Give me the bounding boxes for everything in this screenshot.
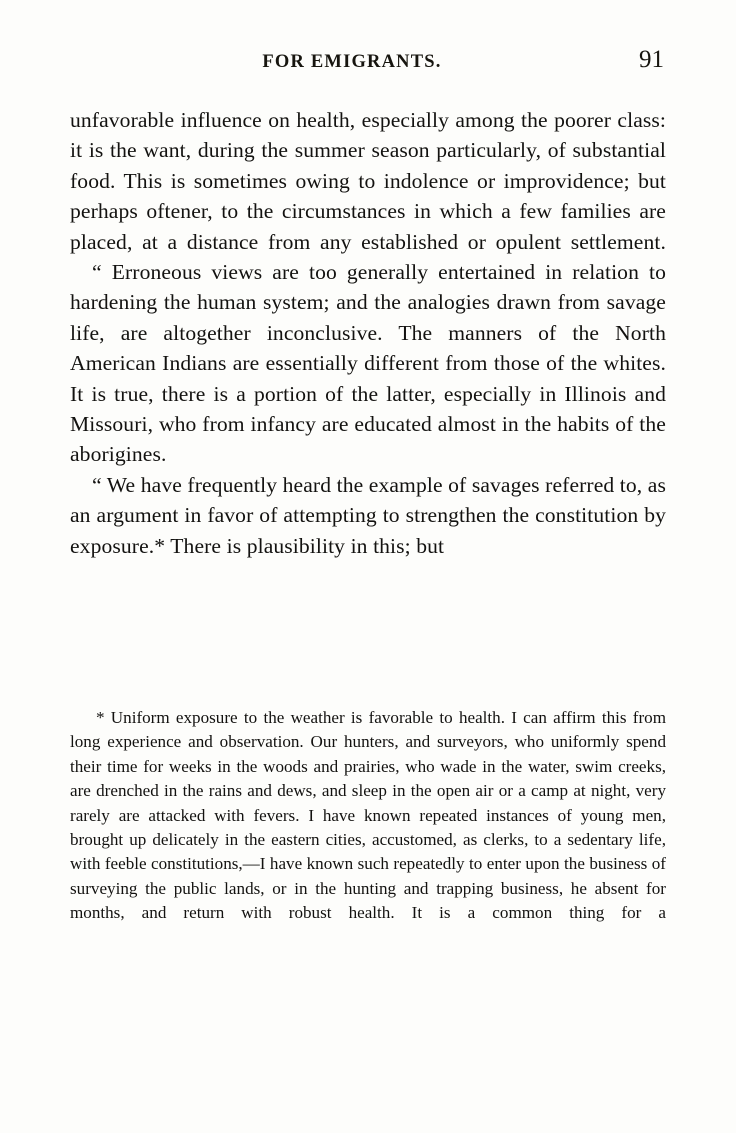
paragraph: “ Erroneous views are too generally entertained in relation to hardening the human system; and the analogies drawn from savage life, are altogether inconclusive. The manners of the North American Indians are essentially different from those of the whites. It is true, there is a portion of the latter, especially in Illinois and Missouri, who from infancy are educated almost in the habits of the aborigines. xyxy=(70,260,666,467)
paragraph: “ We have frequently heard the example of savages referred to, as an argument in favor of attempting to strengthen the constitution by exposure.* There is plausibility in this; but xyxy=(70,472,666,558)
page-number: 91 xyxy=(639,46,664,73)
page-header xyxy=(72,46,664,82)
footnote-block xyxy=(70,706,666,926)
paragraph: unfavorable influence on health, especially among the poorer class: it is the want, during the summer season particularly, of substantial food. This is sometimes owing to indolence or improvidence; but perhaps oftener, to the circumstances in which a few families are placed, at a distance from any established or opulent settlement. xyxy=(70,108,666,254)
body-text xyxy=(70,105,666,561)
running-head: FOR EMIGRANTS. xyxy=(262,52,442,72)
footnote-text: * Uniform exposure to the weather is favorable to health. I can affirm this from long experience and observation. Our hunters, and surveyors, who uniformly spend their time for weeks in the woods and prairies, who wade in the water, swim creeks, are drenched in the rains and dews, and sleep in the open air or a camp at night, very rarely are attacked with fevers. I have known repeated instances of young men, brought up delicately in the eastern cities, accustomed, as clerks, to a sedentary life, with feeble constitutions,—I have known such repeatedly to enter upon the business of surveying the public lands, or in the hunting and trapping business, he absent for months, and return with robust health. It is a common thing for a xyxy=(70,708,666,923)
